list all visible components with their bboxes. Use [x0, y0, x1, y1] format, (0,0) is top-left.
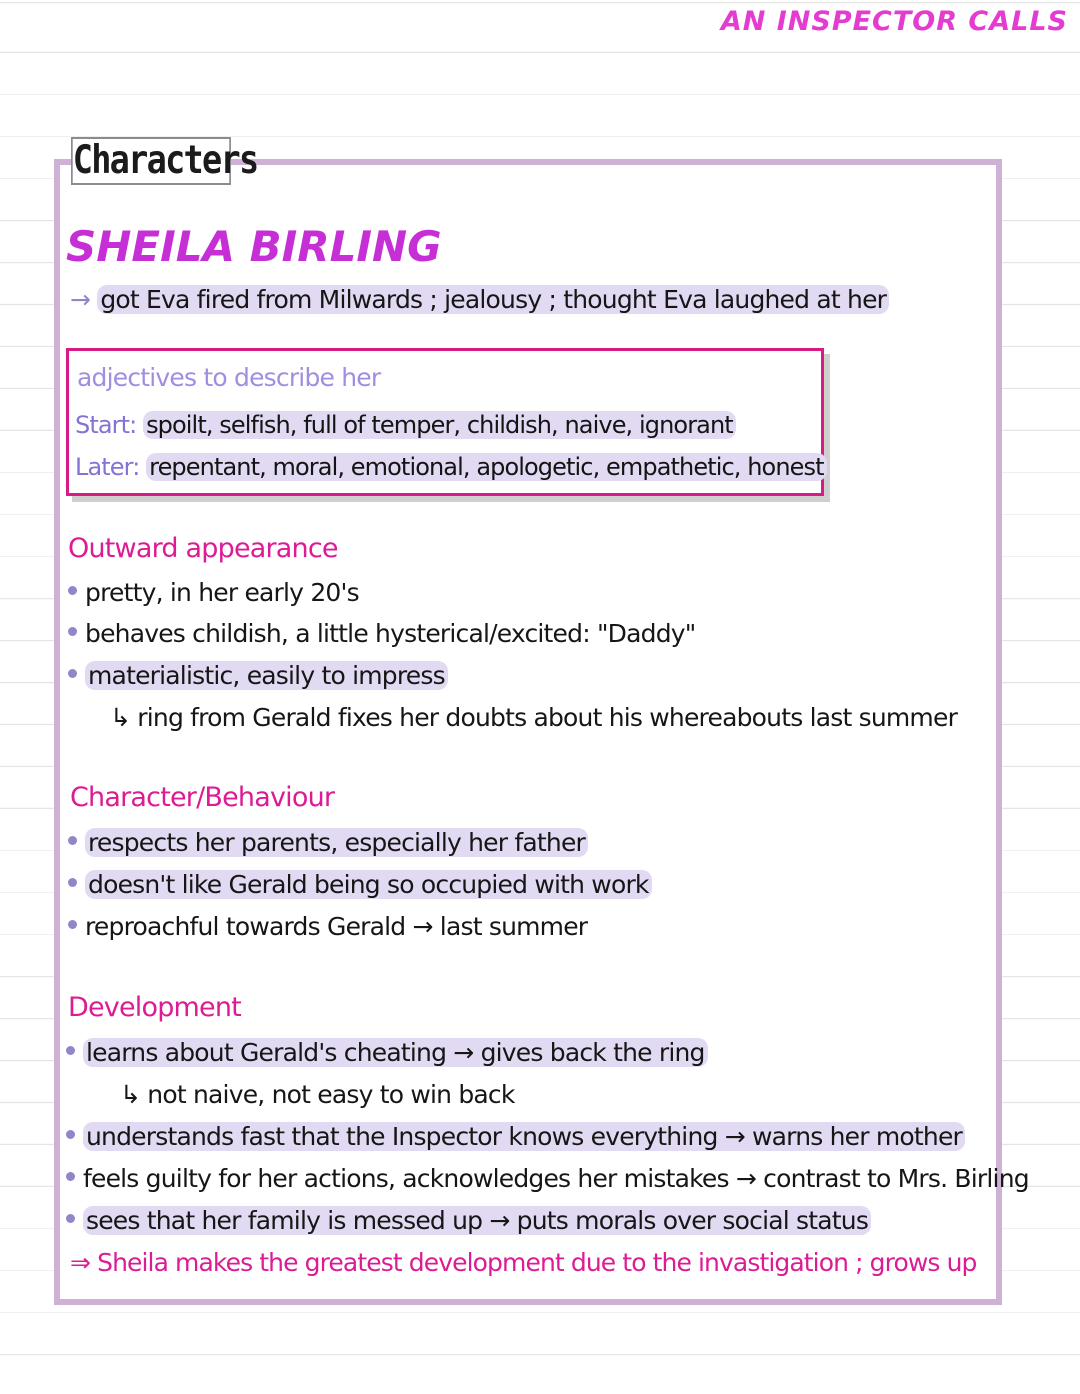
list-item: behaves childish, a little hysterical/excited: "Daddy" — [68, 619, 695, 648]
list-item: pretty, in her early 20's — [68, 578, 359, 607]
section-title: Characters — [72, 138, 258, 183]
bullet-icon — [68, 669, 77, 678]
summary-text: got Eva fired from Milwards ; jealousy ; thought Eva laughed at her — [97, 285, 889, 314]
adjectives-later-row — [75, 453, 827, 481]
bullet-icon — [68, 878, 77, 887]
document-header-title: AN INSPECTOR CALLS — [720, 6, 1068, 37]
list-subitem: ↳ ring from Gerald fixes her doubts about his whereabouts last summer — [110, 703, 958, 732]
bullet-icon — [68, 586, 77, 595]
later-label: Later: — [75, 453, 140, 481]
bullet-icon — [68, 836, 77, 845]
list-item: sees that her family is messed up → puts morals over social status — [66, 1206, 871, 1235]
list-item: doesn't like Gerald being so occupied with work — [68, 870, 652, 899]
development-conclusion: ⇒ Sheila makes the greatest development due to the invastigation ; grows up — [70, 1248, 977, 1277]
behaviour-heading: Character/Behaviour — [70, 782, 335, 813]
adjectives-box — [66, 348, 824, 496]
start-label: Start: — [75, 411, 137, 439]
adjectives-title: adjectives to describe her — [77, 363, 381, 392]
bullet-icon — [66, 1046, 75, 1055]
list-subitem: ↳ not naive, not easy to win back — [120, 1080, 515, 1109]
list-item: learns about Gerald's cheating → gives back the ring — [66, 1038, 708, 1067]
bullet-icon — [68, 627, 77, 636]
arrow-icon: → — [70, 285, 91, 314]
bullet-icon — [66, 1130, 75, 1139]
bullet-icon — [66, 1172, 75, 1181]
bullet-icon — [66, 1214, 75, 1223]
bullet-icon — [68, 920, 77, 929]
list-item: respects her parents, especially her father — [68, 828, 588, 857]
list-item: reproachful towards Gerald → last summer — [68, 912, 587, 941]
character-name: SHEILA BIRLING — [66, 222, 442, 271]
start-values: spoilt, selfish, full of temper, childish, naive, ignorant — [143, 411, 736, 439]
character-summary — [70, 285, 889, 314]
outward-heading: Outward appearance — [68, 533, 338, 564]
adjectives-start-row — [75, 411, 736, 439]
development-heading: Development — [68, 992, 241, 1023]
list-item: materialistic, easily to impress — [68, 661, 448, 690]
later-values: repentant, moral, emotional, apologetic, empathetic, honest — [146, 453, 827, 481]
list-item: feels guilty for her actions, acknowledges her mistakes → contrast to Mrs. Birling — [66, 1164, 1029, 1193]
list-item: understands fast that the Inspector knows everything → warns her mother — [66, 1122, 965, 1151]
